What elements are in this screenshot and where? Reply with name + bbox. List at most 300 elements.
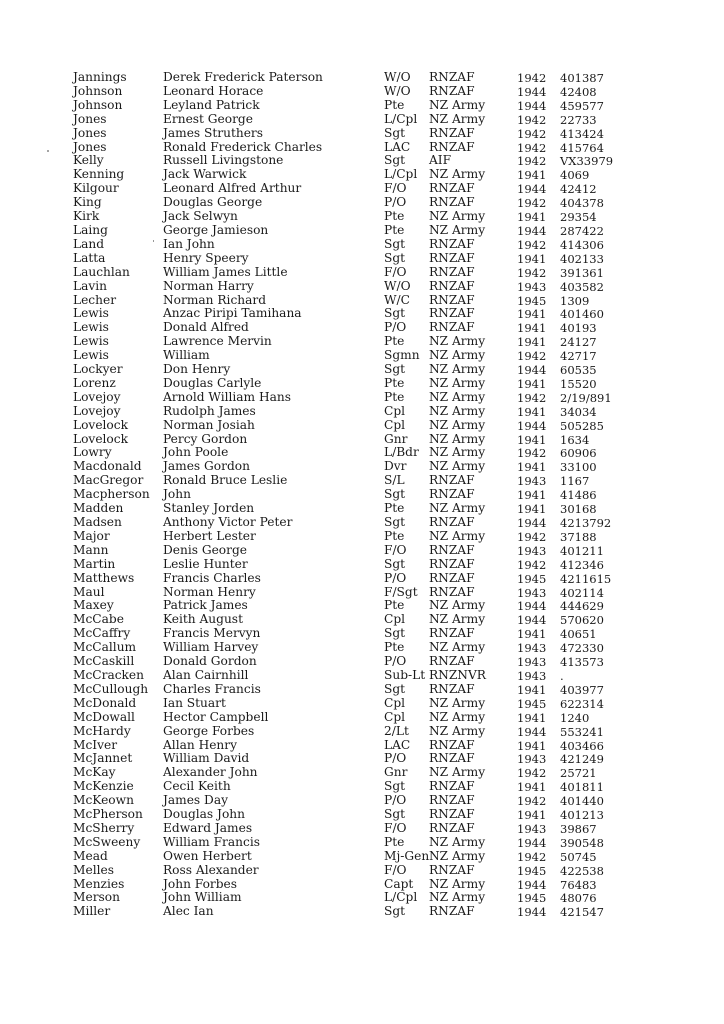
year-cell: 1945	[517, 571, 547, 586]
service-number-cell: 1240	[560, 710, 590, 725]
surname-cell: Mann	[73, 542, 109, 557]
service-cell: NZ Army	[429, 848, 486, 863]
rank-cell: Sgmn	[384, 348, 420, 363]
surname-cell: McKay	[73, 765, 116, 780]
service-cell: NZ Army	[429, 501, 486, 516]
surname-cell: Lowry	[73, 445, 112, 460]
rank-cell: Pte	[384, 598, 405, 613]
service-number-cell: 505285	[560, 418, 604, 433]
year-cell: 1944	[517, 182, 547, 197]
rank-cell: Cpl	[384, 695, 406, 710]
service-cell: NZ Army	[429, 695, 486, 710]
service-number-cell: 622314	[560, 696, 604, 711]
service-number-cell: 15520	[560, 376, 597, 391]
year-cell: 1942	[517, 265, 547, 280]
given-names-cell: Francis Charles	[163, 570, 261, 585]
surname-cell: Kelly	[73, 153, 104, 168]
service-cell: NZ Army	[429, 709, 486, 724]
service-number-cell: 37188	[560, 529, 597, 544]
surname-cell: Major	[73, 528, 110, 543]
given-names-cell: Leonard Horace	[163, 83, 264, 98]
service-cell: RNZAF	[429, 473, 475, 488]
service-number-cell: 390548	[560, 835, 604, 850]
given-names-cell: John Poole	[163, 445, 229, 460]
year-cell: 1944	[517, 84, 547, 99]
given-names-cell: Derek Frederick Paterson	[163, 70, 323, 84]
year-cell: 1944	[517, 418, 547, 433]
rank-cell: Sub-Lt	[384, 667, 426, 682]
service-cell: NZ Army	[429, 417, 486, 432]
year-cell: 1944	[517, 516, 547, 530]
year-cell: 1943	[517, 543, 547, 558]
given-names-cell: Leslie Hunter	[163, 556, 248, 571]
surname-cell: Macpherson	[73, 487, 150, 502]
given-names-cell: Ian John	[163, 236, 215, 251]
service-number-cell: 24127	[560, 335, 597, 350]
rank-cell: Gnr	[384, 431, 408, 446]
service-number-cell: 40651	[560, 627, 597, 642]
given-names-cell: James Gordon	[163, 459, 250, 474]
surname-cell: Maul	[73, 584, 105, 599]
year-cell: 1943	[517, 474, 547, 489]
surname-cell: Merson	[73, 890, 120, 905]
rank-cell: Pte	[384, 501, 405, 516]
service-number-cell: 421249	[560, 752, 604, 767]
surname-cell: Miller	[73, 904, 111, 919]
service-cell: RNZAF	[429, 904, 475, 919]
service-cell: RNZAF	[429, 236, 475, 251]
service-cell: RNZAF	[429, 306, 475, 321]
service-number-cell: 48076	[560, 891, 597, 906]
surname-cell: Kirk	[73, 209, 100, 224]
rank-cell: F/O	[384, 820, 407, 835]
rank-cell: Pte	[384, 97, 405, 112]
given-names-cell: George Jamieson	[163, 222, 269, 237]
year-cell: 1944	[517, 223, 547, 238]
year-cell: 1941	[517, 780, 547, 795]
given-names-cell: William James Little	[163, 264, 288, 279]
year-cell: 1941	[517, 738, 547, 753]
service-cell: RNZAF	[429, 542, 475, 557]
given-names-cell: Ross Alexander	[163, 862, 259, 877]
year-cell: 1942	[517, 390, 547, 405]
surname-cell: Martin	[73, 556, 116, 571]
given-names-cell: Rudolph James	[163, 403, 256, 418]
year-cell: 1944	[517, 613, 547, 628]
service-cell: RNZAF	[429, 70, 475, 84]
rank-cell: Sgt	[384, 236, 406, 251]
service-cell: NZ Army	[429, 403, 486, 418]
service-number-cell: 4213792	[560, 516, 612, 530]
rank-cell: Gnr	[384, 765, 408, 780]
given-names-cell: Lawrence Mervin	[163, 334, 272, 349]
service-number-cell: 401440	[560, 794, 604, 809]
year-cell: 1941	[517, 488, 547, 503]
surname-cell: King	[73, 195, 102, 210]
given-names-cell: William Harvey	[163, 640, 259, 655]
rank-cell: Pte	[384, 834, 405, 849]
given-names-cell: Donald Gordon	[163, 654, 257, 669]
year-cell: 1941	[517, 460, 547, 475]
service-cell: NZ Army	[429, 375, 486, 390]
year-cell: 1941	[517, 682, 547, 697]
surname-cell: Maxey	[73, 598, 114, 613]
service-cell: NZ Army	[429, 640, 486, 655]
year-cell: 1941	[517, 210, 547, 225]
year-cell: 1944	[517, 877, 547, 892]
rank-cell: W/O	[384, 70, 411, 84]
given-names-cell: Edward James	[163, 820, 253, 835]
surname-cell: Jones	[73, 111, 107, 126]
surname-cell: Madsen	[73, 515, 122, 529]
year-cell: 1942	[517, 196, 547, 211]
service-cell: NZ Army	[429, 834, 486, 849]
service-cell: NZ Army	[429, 209, 486, 224]
service-number-cell: 401211	[560, 543, 604, 558]
rank-cell: P/O	[384, 570, 407, 585]
given-names-cell: Alexander John	[163, 765, 258, 780]
service-cell: NZ Army	[429, 528, 486, 543]
year-cell: 1942	[517, 71, 547, 85]
service-cell: RNZAF	[429, 681, 475, 696]
rank-cell: Pte	[384, 375, 405, 390]
surname-cell: Kilgour	[73, 181, 119, 196]
surname-cell: Mead	[73, 848, 108, 863]
service-number-cell: 2/19/891	[560, 390, 612, 405]
given-names-cell: James Day	[163, 793, 228, 808]
service-number-cell: 401387	[560, 71, 604, 85]
service-cell: RNZAF	[429, 862, 475, 877]
service-cell: NZ Army	[429, 362, 486, 377]
year-cell: 1944	[517, 363, 547, 378]
surname-cell: McKenzie	[73, 779, 134, 794]
service-cell: RNZAF	[429, 250, 475, 265]
rank-cell: Sgt	[384, 362, 406, 377]
surname-cell: McCracken	[73, 667, 144, 682]
scan-speck	[47, 150, 49, 152]
service-number-cell: 472330	[560, 641, 604, 656]
service-cell: RNZNVR	[429, 667, 486, 682]
given-names-cell: Ronald Frederick Charles	[163, 139, 323, 154]
given-names-cell: Charles Francis	[163, 681, 261, 696]
surname-cell: Lewis	[73, 334, 109, 349]
rank-cell: F/O	[384, 181, 407, 196]
given-names-cell: Arnold William Hans	[163, 389, 291, 404]
given-names-cell: Herbert Lester	[163, 528, 256, 543]
rank-cell: LAC	[384, 737, 411, 752]
surname-cell: McDonald	[73, 695, 137, 710]
year-cell: 1944	[517, 905, 547, 920]
service-cell: NZ Army	[429, 459, 486, 474]
year-cell: 1944	[517, 724, 547, 739]
year-cell: 1942	[517, 446, 547, 461]
surname-cell: McDowall	[73, 709, 135, 724]
surname-cell: MacGregor	[73, 473, 144, 488]
rank-cell: Sgt	[384, 306, 406, 321]
rank-cell: P/O	[384, 320, 407, 335]
rank-cell: Sgt	[384, 904, 406, 919]
service-cell: NZ Army	[429, 222, 486, 237]
given-names-cell: Henry Speery	[163, 250, 249, 265]
service-cell: NZ Army	[429, 445, 486, 460]
given-names-cell: Ernest George	[163, 111, 253, 126]
rank-cell: P/O	[384, 654, 407, 669]
service-number-cell: 40193	[560, 321, 597, 336]
service-number-cell: 459577	[560, 98, 604, 113]
rank-cell: Sgt	[384, 125, 406, 140]
service-number-cell: 413424	[560, 126, 604, 141]
surname-cell: Lauchlan	[73, 264, 130, 279]
rank-cell: Dvr	[384, 459, 407, 474]
given-names-cell: Owen Herbert	[163, 848, 252, 863]
given-names-cell: William David	[163, 751, 250, 766]
year-cell: 1941	[517, 404, 547, 419]
service-number-cell: 401811	[560, 780, 604, 795]
given-names-cell: Douglas John	[163, 807, 245, 822]
service-cell: RNZAF	[429, 292, 475, 307]
year-cell: 1944	[517, 599, 547, 614]
given-names-cell: Leyland Patrick	[163, 97, 260, 112]
service-number-cell: 33100	[560, 460, 597, 475]
service-cell: NZ Army	[429, 598, 486, 613]
rank-cell: Capt	[384, 876, 414, 891]
service-cell: RNZAF	[429, 556, 475, 571]
given-names-cell: Leonard Alfred Arthur	[163, 181, 302, 196]
surname-cell: McCallum	[73, 640, 137, 655]
surname-cell: Lewis	[73, 348, 109, 363]
rank-cell: W/O	[384, 278, 411, 293]
scan-speck	[153, 240, 154, 242]
given-names-cell: Russell Livingstone	[163, 153, 284, 168]
rank-cell: Pte	[384, 389, 405, 404]
service-cell: RNZAF	[429, 264, 475, 279]
service-number-cell: 4069	[560, 168, 590, 183]
service-number-cell: 76483	[560, 877, 597, 892]
rank-cell: P/O	[384, 751, 407, 766]
year-cell: 1942	[517, 766, 547, 781]
service-cell: RNZAF	[429, 195, 475, 210]
service-number-cell: 444629	[560, 599, 604, 614]
given-names-cell: John Forbes	[163, 876, 238, 891]
service-cell: RNZAF	[429, 584, 475, 599]
service-number-cell: 402114	[560, 585, 604, 600]
surname-cell: Jannings	[73, 70, 127, 84]
surname-cell: McHardy	[73, 723, 131, 738]
given-names-cell: Norman Harry	[163, 278, 254, 293]
given-names-cell: Francis Mervyn	[163, 626, 261, 641]
given-names-cell: Norman Henry	[163, 584, 256, 599]
service-number-cell: 34034	[560, 404, 597, 419]
surname-cell: Kenning	[73, 167, 125, 182]
rank-cell: L/Cpl	[384, 111, 418, 126]
service-number-cell: 39867	[560, 821, 597, 836]
surname-cell: Matthews	[73, 570, 135, 585]
service-number-cell: 403582	[560, 279, 604, 294]
given-names-cell: Alan Cairnhill	[163, 667, 249, 682]
service-number-cell: 60535	[560, 363, 597, 378]
year-cell: 1942	[517, 140, 547, 155]
given-names-cell: James Struthers	[163, 125, 264, 140]
rank-cell: Sgt	[384, 779, 406, 794]
service-cell: RNZAF	[429, 278, 475, 293]
given-names-cell: Don Henry	[163, 362, 231, 377]
given-names-cell: Douglas Carlyle	[163, 375, 262, 390]
rank-cell: F/O	[384, 264, 407, 279]
year-cell: 1942	[517, 557, 547, 572]
service-cell: RNZAF	[429, 626, 475, 641]
rank-cell: L/Cpl	[384, 890, 418, 905]
surname-cell: Lewis	[73, 320, 109, 335]
rank-cell: S/L	[384, 473, 405, 488]
rank-cell: Sgt	[384, 807, 406, 822]
given-names-cell: William Francis	[163, 834, 260, 849]
service-number-cell: 570620	[560, 613, 604, 628]
year-cell: 1943	[517, 641, 547, 656]
rank-cell: Sgt	[384, 556, 406, 571]
given-names-cell: Percy Gordon	[163, 431, 248, 446]
service-number-cell: .	[560, 668, 564, 683]
given-names-cell: Anthony Victor Peter	[163, 515, 293, 529]
year-cell: 1943	[517, 821, 547, 836]
year-cell: 1941	[517, 168, 547, 183]
surname-cell: Lockyer	[73, 362, 123, 377]
service-cell: RNZAF	[429, 515, 475, 529]
service-number-cell: 4211615	[560, 571, 612, 586]
given-names-cell: Keith August	[163, 612, 243, 627]
year-cell: 1941	[517, 307, 547, 322]
surname-cell: Lewis	[73, 306, 109, 321]
service-cell: NZ Army	[429, 765, 486, 780]
service-number-cell: 403466	[560, 738, 604, 753]
year-cell: 1943	[517, 655, 547, 670]
rank-cell: W/C	[384, 292, 410, 307]
surname-cell: McSherry	[73, 820, 135, 835]
given-names-cell: Anzac Piripi Tamihana	[163, 306, 302, 321]
year-cell: 1945	[517, 293, 547, 308]
surname-cell: Menzies	[73, 876, 125, 891]
service-cell: NZ Army	[429, 612, 486, 627]
year-cell: 1942	[517, 349, 547, 364]
surname-cell: Lovejoy	[73, 389, 121, 404]
surname-cell: Lecher	[73, 292, 117, 307]
service-number-cell: 391361	[560, 265, 604, 280]
given-names-cell: Ian Stuart	[163, 695, 226, 710]
given-names-cell: Donald Alfred	[163, 320, 249, 335]
rank-cell: Pte	[384, 222, 405, 237]
year-cell: 1942	[517, 794, 547, 809]
rank-cell: P/O	[384, 195, 407, 210]
rank-cell: Pte	[384, 209, 405, 224]
service-cell: RNZAF	[429, 820, 475, 835]
service-number-cell: 401460	[560, 307, 604, 322]
year-cell: 1941	[517, 502, 547, 517]
service-cell: NZ Army	[429, 111, 486, 126]
service-number-cell: 412346	[560, 557, 604, 572]
rank-cell: 2/Lt	[384, 723, 409, 738]
given-names-cell: Allan Henry	[163, 737, 237, 752]
given-names-cell: Patrick James	[163, 598, 248, 613]
service-cell: AIF	[429, 153, 452, 168]
surname-cell: McJannet	[73, 751, 133, 766]
surname-cell: McCaskill	[73, 654, 135, 669]
given-names-cell: Denis George	[163, 542, 247, 557]
year-cell: 1942	[517, 126, 547, 141]
surname-cell: Laing	[73, 222, 108, 237]
year-cell: 1945	[517, 891, 547, 906]
rank-cell: Mj-Gen	[384, 848, 430, 863]
surname-cell: McPherson	[73, 807, 143, 822]
rank-cell: Pte	[384, 640, 405, 655]
year-cell: 1943	[517, 279, 547, 294]
year-cell: 1943	[517, 585, 547, 600]
rank-cell: F/O	[384, 862, 407, 877]
service-number-cell: 22733	[560, 112, 597, 127]
service-number-cell: VX33979	[560, 154, 614, 169]
surname-cell: Melles	[73, 862, 114, 877]
service-number-cell: 1167	[560, 474, 590, 489]
year-cell: 1941	[517, 251, 547, 266]
given-names-cell: John	[163, 487, 191, 502]
rank-cell: Cpl	[384, 612, 406, 627]
surname-cell: Lavin	[73, 278, 107, 293]
surname-cell: Madden	[73, 501, 124, 516]
service-cell: RNZAF	[429, 320, 475, 335]
service-cell: RNZAF	[429, 487, 475, 502]
service-number-cell: 50745	[560, 849, 597, 864]
year-cell: 1941	[517, 321, 547, 336]
service-cell: NZ Army	[429, 167, 486, 182]
service-number-cell: 41486	[560, 488, 597, 503]
service-number-cell: 422538	[560, 863, 604, 878]
rank-cell: F/Sgt	[384, 584, 418, 599]
service-cell: NZ Army	[429, 348, 486, 363]
service-cell: RNZAF	[429, 83, 475, 98]
surname-cell: Johnson	[73, 97, 123, 112]
year-cell: 1942	[517, 849, 547, 864]
rank-cell: Cpl	[384, 417, 406, 432]
service-number-cell: 60906	[560, 446, 597, 461]
given-names-cell: Norman Josiah	[163, 417, 255, 432]
year-cell: 1942	[517, 154, 547, 169]
year-cell: 1941	[517, 627, 547, 642]
rank-cell: Cpl	[384, 403, 406, 418]
service-cell: NZ Army	[429, 334, 486, 349]
surname-cell: Lovejoy	[73, 403, 121, 418]
service-number-cell: 401213	[560, 808, 604, 823]
service-number-cell: 1309	[560, 293, 590, 308]
service-number-cell: 42717	[560, 349, 597, 364]
rank-cell: LAC	[384, 139, 411, 154]
service-number-cell: 29354	[560, 210, 597, 225]
rank-cell: Sgt	[384, 515, 406, 529]
service-cell: NZ Army	[429, 890, 486, 905]
rank-cell: Sgt	[384, 626, 406, 641]
service-cell: RNZAF	[429, 737, 475, 752]
given-names-cell: William	[163, 348, 210, 363]
surname-cell: McSweeny	[73, 834, 141, 849]
service-number-cell: 553241	[560, 724, 604, 739]
service-number-cell: 415764	[560, 140, 604, 155]
service-cell: RNZAF	[429, 570, 475, 585]
year-cell: 1942	[517, 529, 547, 544]
year-cell: 1943	[517, 752, 547, 767]
surname-cell: Jones	[73, 139, 107, 154]
year-cell: 1941	[517, 335, 547, 350]
given-names-cell: Jack Warwick	[163, 167, 247, 182]
service-cell: RNZAF	[429, 139, 475, 154]
rank-cell: L/Bdr	[384, 445, 419, 460]
year-cell: 1941	[517, 376, 547, 391]
